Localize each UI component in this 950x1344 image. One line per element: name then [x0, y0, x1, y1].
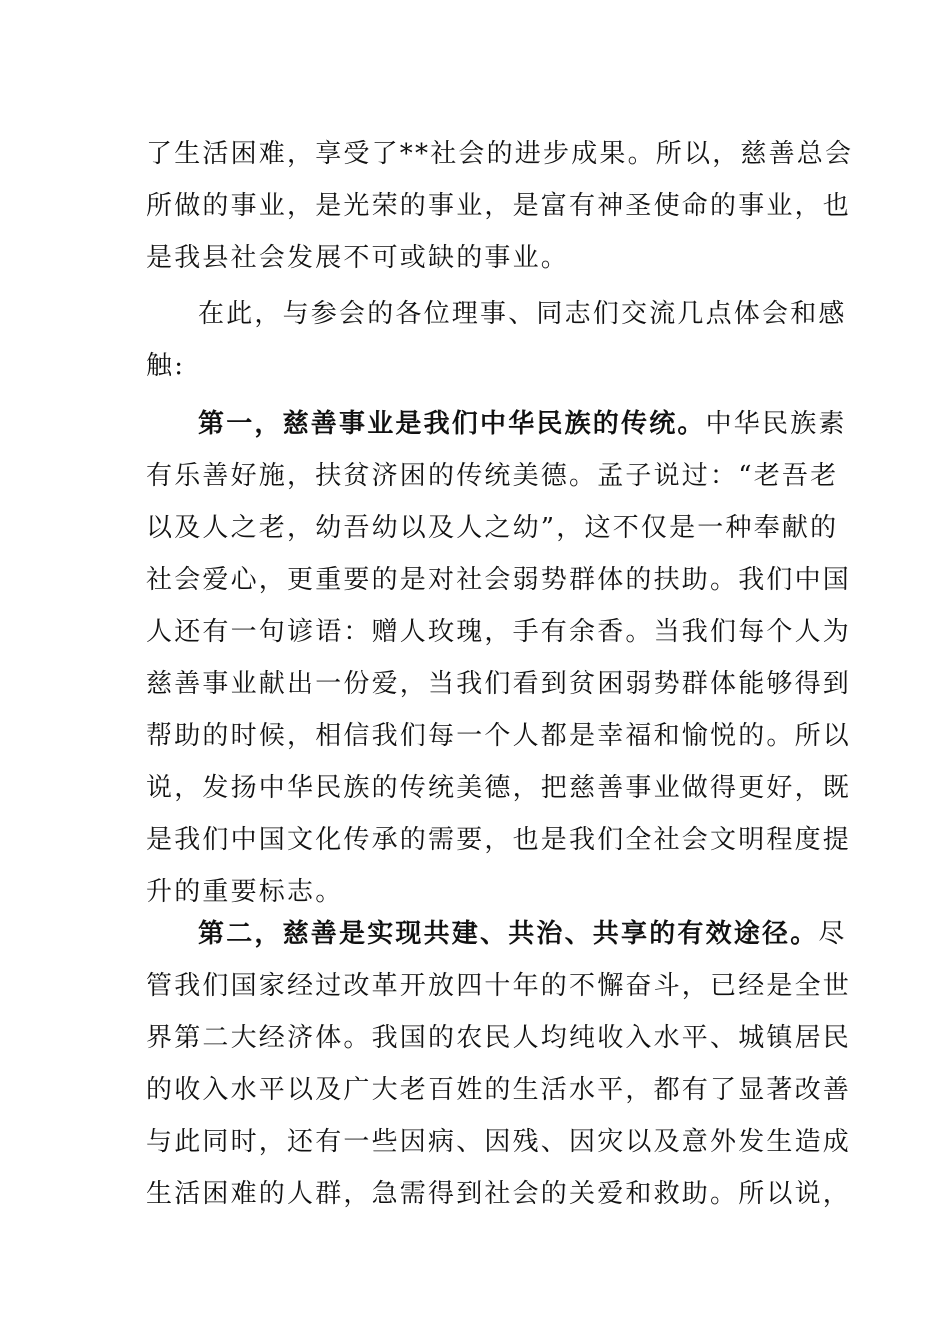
paragraph-line: 生活困难的人群，急需得到社会的关爱和救助。所以说， [146, 1179, 852, 1209]
paragraph-first-line [146, 908, 847, 960]
paragraph-line: 触: [146, 351, 186, 381]
paragraph-line-rest: 尽 [818, 919, 847, 949]
paragraph-line: 了生活困难，享受了**社会的进步成果。所以，慈善总会 [146, 139, 854, 169]
paragraph-line-rest: 中华民族素 [705, 409, 847, 439]
paragraph-line: 是我县社会发展不可或缺的事业。 [146, 243, 570, 273]
paragraph-line: 人还有一句谚语：赠人玫瑰，手有余香。当我们每个人为 [146, 617, 852, 647]
paragraph-line: 社会爱心，更重要的是对社会弱势群体的扶助。我们中国 [146, 565, 852, 595]
paragraph-line: 管我们国家经过改革开放四十年的不懈奋斗，已经是全世 [146, 971, 852, 1001]
section-heading-one: 第一，慈善事业是我们中华民族的传统。 [198, 409, 706, 439]
paragraph-point-one [146, 398, 852, 918]
paragraph-line: 有乐善好施，扶贫济困的传统美德。孟子说过：“老吾老 [146, 461, 839, 491]
paragraph-line: 慈善事业献出一份爱，当我们看到贫困弱势群体能够得到 [146, 669, 852, 699]
paragraph-charity-cause [146, 128, 854, 284]
section-heading-two: 第二，慈善是实现共建、共治、共享的有效途径。 [198, 919, 819, 949]
paragraph-line: 在此，与参会的各位理事、同志们交流几点体会和感 [198, 299, 847, 329]
paragraph-line: 升的重要标志。 [146, 877, 344, 907]
paragraph-first-line [146, 398, 847, 450]
paragraph-exchange-intro [146, 288, 847, 392]
paragraph-line: 说，发扬中华民族的传统美德，把慈善事业做得更好，既 [146, 773, 852, 803]
paragraph-line: 界第二大经济体。我国的农民人均纯收入水平、城镇居民 [146, 1023, 852, 1053]
paragraph-line: 的收入水平以及广大老百姓的生活水平，都有了显著改善 [146, 1075, 852, 1105]
paragraph-line: 与此同时，还有一些因病、因残、因灾以及意外发生造成 [146, 1127, 852, 1157]
paragraph-line: 所做的事业，是光荣的事业，是富有神圣使命的事业，也 [146, 191, 852, 221]
paragraph-point-two [146, 908, 852, 1220]
paragraph-line: 是我们中国文化传承的需要，也是我们全社会文明程度提 [146, 825, 852, 855]
paragraph-line: 以及人之老，幼吾幼以及人之幼”，这不仅是一种奉献的 [146, 513, 839, 543]
paragraph-line: 帮助的时候，相信我们每一个人都是幸福和愉悦的。所以 [146, 721, 852, 751]
